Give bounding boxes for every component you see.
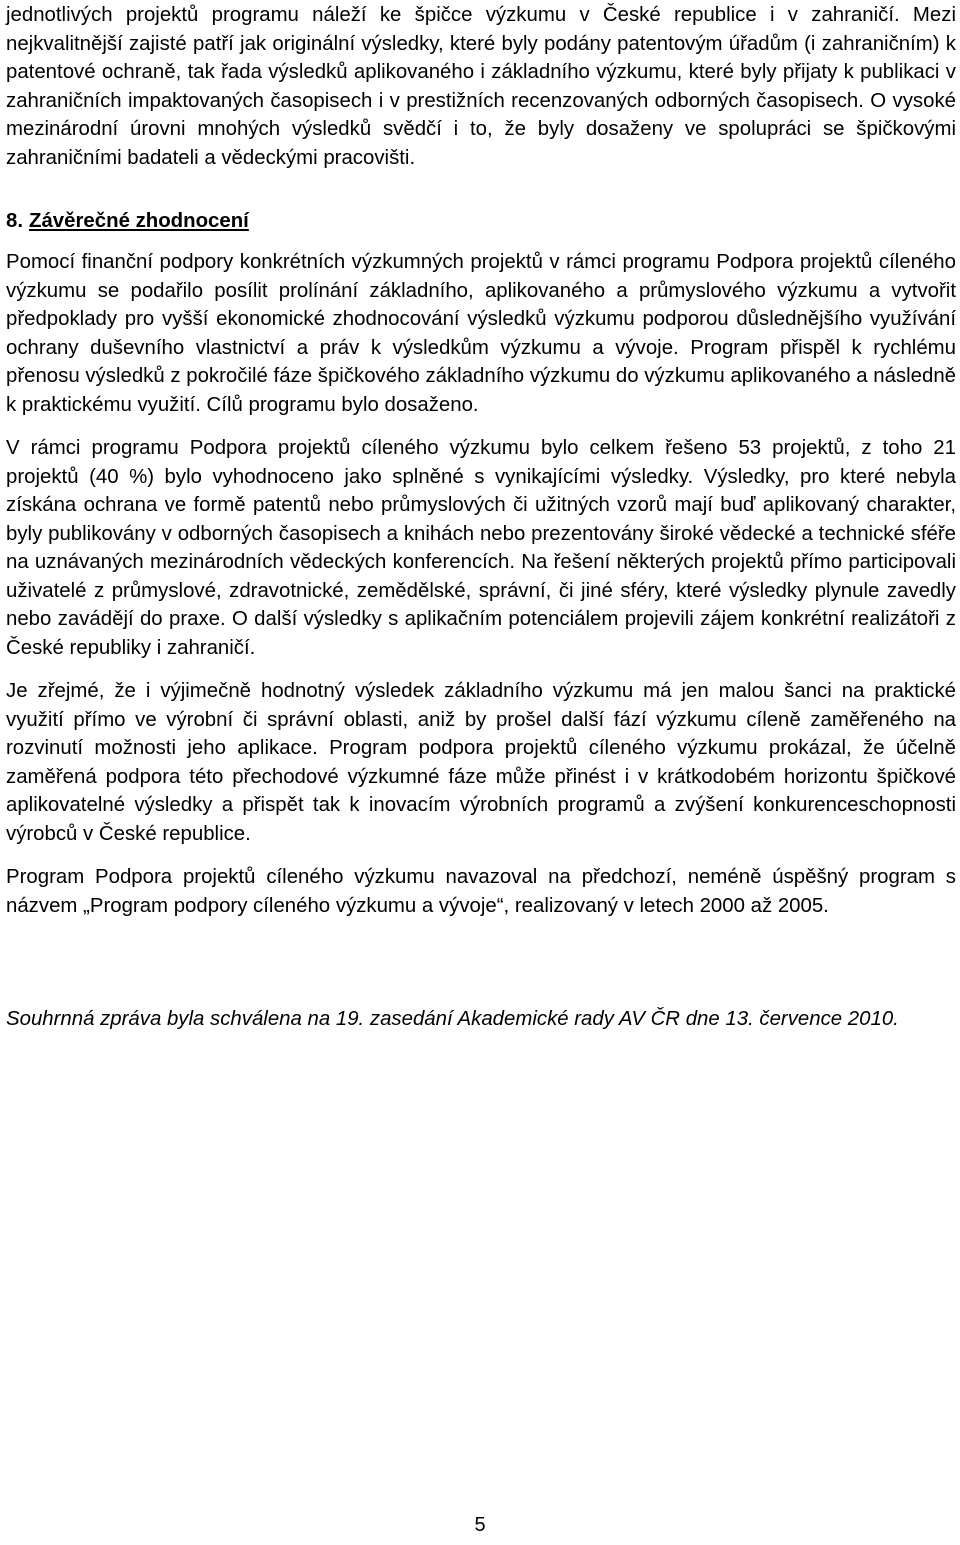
- approval-note: Souhrnná zpráva byla schválena na 19. zasedání Akademické rady AV ČR dne 13. července 2010.: [6, 1008, 899, 1030]
- section-heading: [6, 207, 956, 235]
- page-number: 5: [474, 1514, 486, 1536]
- section-number: 8.: [6, 210, 24, 232]
- intro-paragraph: jednotlivých projektů programu náleží ke špičce výzkumu v České republice i v zahraničí. Mezi nejkvalitnější zajisté patří jak originální výsledky, které byly podány patentovým úřadům (i zahraničním) k patentové ochraně, tak řada výsledků aplikovaného i základního výzkumu, které byly přijaty k publikaci v zahraničních impaktovaných časopisech i v prestižních recenzovaných odborných časopisech. O vysoké mezinárodní úrovni mnohých výsledků svědčí i to, že byly dosaženy ve spolupráci se špičkovými zahraničními badateli a vědeckými pracovišti.: [6, 4, 956, 169]
- body-paragraph-1: Pomocí finanční podpory konkrétních výzkumných projektů v rámci programu Podpora projektů cíleného výzkumu se podařilo posílit prolínání základního, aplikovaného a průmyslového výzkumu a vytvořit předpoklady pro vyšší ekonomické zhodnocování výsledků výzkumu podporou důslednějšího využívání ochrany duševního vlastnictví a práv k výsledkům výzkumu a vývoje. Program přispěl k rychlému přenosu výsledků z pokročilé fáze špičkového základního výzkumu do výzkumu aplikovaného a následně k praktickému využití. Cílů programu bylo dosaženo.: [6, 251, 956, 416]
- section-title: Závěrečné zhodnocení: [29, 210, 249, 232]
- document-page: [6, 0, 956, 1034]
- body-paragraph-2: V rámci programu Podpora projektů cíleného výzkumu bylo celkem řešeno 53 projektů, z toho 21 projektů (40 %) bylo vyhodnoceno jako splněné s vynikajícími výsledky. Výsledky, pro které nebyla získána ochrana ve formě patentů nebo průmyslových či užitných vzorů mají buď aplikovaný charakter, byly publikovány v odborných časopisech a knihách nebo prezentovány široké vědecké a technické sféře na uznávaných mezinárodních vědeckých konferencích. Na řešení některých projektů přímo participovali uživatelé z průmyslové, zdravotnické, zemědělské, správní, či jiné sféry, které výsledky plynule zavedly nebo zavádějí do praxe. O další výsledky s aplikačním potenciálem projevili zájem konkrétní realizátoři z České republiky i zahraničí.: [6, 437, 956, 659]
- body-paragraph-3: Je zřejmé, že i výjimečně hodnotný výsledek základního výzkumu má jen malou šanci na praktické využití přímo ve výrobní či správní oblasti, aniž by prošel další fází výzkumu cíleně zaměřeného na rozvinutí možnosti jeho aplikace. Program podpora projektů cíleného výzkumu prokázal, že účelně zaměřená podpora této přechodové výzkumné fáze může přinést i v krátkodobém horizontu špičkové aplikovatelné výsledky a přispět tak k inovacím výrobních programů a zvýšení konkurenceschopnosti výrobců v České republice.: [6, 680, 956, 845]
- body-paragraph-4: Program Podpora projektů cíleného výzkumu navazoval na předchozí, neméně úspěšný program s názvem „Program podpory cíleného výzkumu a vývoje“, realizovaný v letech 2000 až 2005.: [6, 866, 956, 917]
